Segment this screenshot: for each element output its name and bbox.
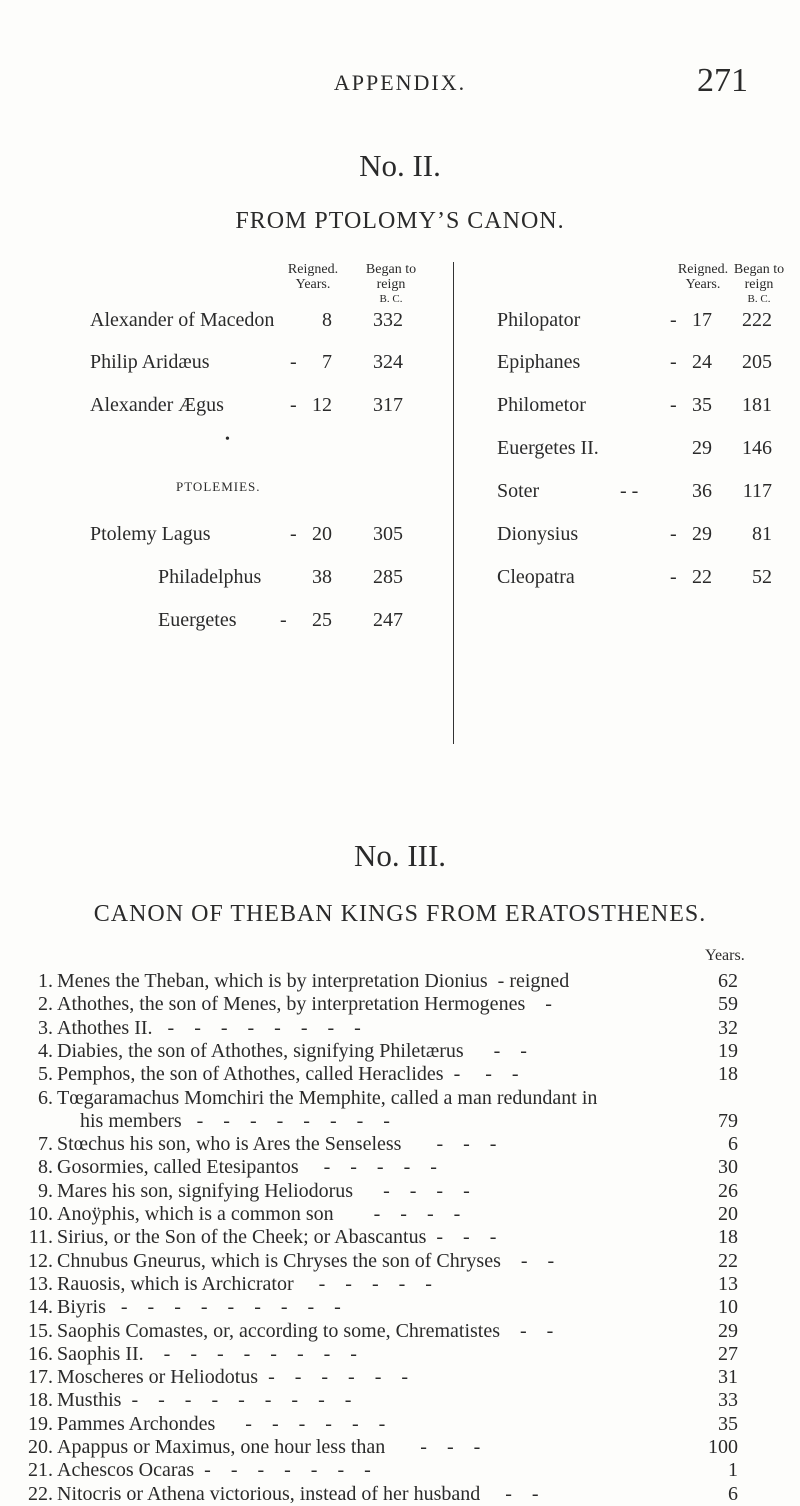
- ptolemies-label: PTOLEMIES.: [176, 479, 261, 494]
- dash: -: [670, 394, 677, 416]
- list-item-number: 20.: [28, 1436, 53, 1458]
- list-item-number: 4.: [38, 1039, 53, 1062]
- list-item-years: 18: [718, 1063, 738, 1086]
- list-item: Diabies, the son of Athothes, signifying Philetærus - -: [57, 1039, 527, 1062]
- table-row: Dionysius: [497, 523, 579, 545]
- list-item: Saophis II. - - - - - - - -: [57, 1342, 357, 1365]
- section-3-number: No. III.: [353, 838, 447, 873]
- began-cell: 146: [742, 437, 772, 459]
- list-item-years: 30: [718, 1156, 738, 1179]
- list-item: Stœchus his son, who is Ares the Senseless - - -: [57, 1133, 497, 1156]
- table-row: Philadelphus: [158, 566, 262, 588]
- list-item-number: 1.: [38, 970, 53, 992]
- list-item-number: 10.: [28, 1203, 53, 1225]
- list-item: Sirius, or the Son of the Cheek; or Abascantus - - -: [57, 1226, 497, 1249]
- bullet-mark: •: [225, 432, 230, 447]
- list-item-number: 18.: [28, 1389, 53, 1412]
- list-item: Anoÿphis, which is a common son - - - -: [57, 1203, 461, 1225]
- list-item-years: 13: [718, 1272, 738, 1295]
- years-cell: 25: [312, 609, 332, 631]
- left-header-reigned: Reigned. Years.: [287, 262, 339, 292]
- list-item-number: 14.: [28, 1296, 53, 1319]
- dash: -: [670, 309, 677, 331]
- years-cell: 20: [312, 523, 332, 545]
- page-number: 271: [697, 62, 748, 99]
- list-item-years: 100: [708, 1436, 738, 1458]
- table-row: Soter: [497, 480, 540, 502]
- years-cell: 7: [322, 351, 332, 373]
- table-row: Philopator: [497, 309, 581, 331]
- list-item: Biyris - - - - - - - - -: [57, 1296, 341, 1319]
- table-row: Euergetes II.: [497, 437, 599, 459]
- began-cell: 305: [373, 523, 403, 545]
- table-row: Philip Aridæus: [90, 351, 210, 373]
- list-item-number: 22.: [28, 1482, 53, 1505]
- began-cell: 222: [742, 309, 772, 331]
- began-cell: 181: [742, 394, 772, 416]
- years-cell: 24: [692, 351, 712, 373]
- began-cell: 324: [373, 351, 403, 373]
- years-cell: 29: [692, 523, 712, 545]
- list-item-years: 32: [718, 1016, 738, 1039]
- list-item-years: 20: [718, 1203, 738, 1225]
- table-row: Epiphanes: [497, 351, 581, 373]
- section-3-title: CANON OF THEBAN KINGS FROM ERATOSTHENES.: [93, 901, 707, 927]
- began-cell: 332: [373, 309, 403, 331]
- list-item-number: 12.: [28, 1249, 53, 1272]
- years-cell: 17: [692, 309, 712, 331]
- dash: -: [290, 523, 297, 545]
- list-item-number: 9.: [38, 1179, 53, 1202]
- list-item-number: 21.: [28, 1459, 53, 1482]
- list-item-years: 35: [718, 1412, 738, 1435]
- list-item-number: 6.: [38, 1086, 53, 1109]
- column-divider: [453, 262, 454, 744]
- list-item-number: 17.: [28, 1366, 53, 1389]
- list-item-years: 19: [718, 1039, 738, 1062]
- dash: -: [670, 523, 677, 545]
- dash: -: [290, 351, 297, 373]
- list-item-years: 29: [718, 1319, 738, 1342]
- list-item-number: 15.: [28, 1319, 53, 1342]
- list-item: Menes the Theban, which is by interpretation Dionius - reigned: [57, 970, 570, 992]
- list-item-years: 22: [718, 1249, 738, 1272]
- dash: -: [670, 566, 677, 588]
- began-cell: 81: [752, 523, 772, 545]
- table-row: Cleopatra: [497, 566, 575, 588]
- list-item-years: 18: [718, 1226, 738, 1249]
- list-item-years: 59: [718, 993, 738, 1016]
- list-item: Athothes II. - - - - - - - -: [57, 1016, 361, 1039]
- list-item: his members - - - - - - - -: [80, 1109, 390, 1132]
- table-row: Euergetes: [158, 609, 237, 631]
- years-cell: 22: [692, 566, 712, 588]
- list-item-number: 11.: [28, 1226, 53, 1249]
- list-item-number: 5.: [38, 1063, 53, 1086]
- left-header-began: Began to reign B. C.: [365, 262, 417, 305]
- section-2-number: No. II.: [359, 148, 441, 183]
- list-item: Achescos Ocaras - - - - - - -: [57, 1459, 371, 1482]
- began-cell: 247: [373, 609, 403, 631]
- list-item: Gosormies, called Etesipantos - - - - -: [57, 1156, 437, 1179]
- years-cell: 8: [322, 309, 332, 331]
- list-item-years: 1: [728, 1459, 738, 1482]
- list-item-years: 6: [728, 1482, 738, 1505]
- table-row: Philometor: [497, 394, 586, 416]
- list-item: Apappus or Maximus, one hour less than - - -: [57, 1436, 481, 1458]
- running-head: APPENDIX.: [333, 70, 467, 95]
- table-row: Alexander Ægus: [90, 394, 224, 416]
- list-item-years: 62: [718, 970, 738, 992]
- years-cell: 35: [692, 394, 712, 416]
- list-item-number: 7.: [38, 1133, 53, 1156]
- list-item-number: 3.: [38, 1016, 53, 1039]
- list-item: Mares his son, signifying Heliodorus - - - -: [57, 1179, 470, 1202]
- list-item: Musthis - - - - - - - - -: [57, 1389, 352, 1412]
- began-cell: 205: [742, 351, 772, 373]
- years-cell: 12: [312, 394, 332, 416]
- began-cell: 117: [742, 480, 772, 502]
- list-item-number: 19.: [28, 1412, 53, 1435]
- dash: -: [290, 394, 297, 416]
- list-item-years: 33: [718, 1389, 738, 1412]
- list-item: Tœgaramachus Momchiri the Memphite, called a man redundant in: [57, 1086, 598, 1109]
- dash: -: [280, 609, 287, 631]
- list-item: Saophis Comastes, or, according to some, Chrematistes - -: [57, 1319, 554, 1342]
- list-item: Athothes, the son of Menes, by interpretation Hermogenes -: [57, 993, 552, 1016]
- list-item-number: 16.: [28, 1342, 53, 1365]
- list-item: Rauosis, which is Archicrator - - - - -: [57, 1272, 432, 1295]
- dash: - -: [620, 480, 639, 502]
- right-header-reigned: Reigned. Years.: [677, 262, 729, 292]
- list-item: Chnubus Gneurus, which is Chryses the son of Chryses - -: [57, 1249, 555, 1272]
- list-item-years: 27: [718, 1342, 738, 1365]
- years-cell: 36: [692, 480, 712, 502]
- began-cell: 52: [752, 566, 772, 588]
- list-item-number: 13.: [28, 1272, 53, 1295]
- list-item-years: 31: [718, 1366, 738, 1389]
- list-item-number: 8.: [38, 1156, 53, 1179]
- dash: -: [670, 351, 677, 373]
- table-row: Alexander of Macedon: [90, 309, 275, 331]
- began-cell: 317: [373, 394, 403, 416]
- years-cell: 29: [692, 437, 712, 459]
- list-item: Nitocris or Athena victorious, instead of her husband - -: [57, 1482, 539, 1505]
- list-item-years: 10: [718, 1296, 738, 1319]
- list-item: Pammes Archondes - - - - - -: [57, 1412, 386, 1435]
- list-item: Pemphos, the son of Athothes, called Heraclides - - -: [57, 1063, 519, 1086]
- table-row: Ptolemy Lagus: [90, 523, 211, 545]
- years-cell: 38: [312, 566, 332, 588]
- list-item-number: 2.: [38, 993, 53, 1016]
- list-item-years: 26: [718, 1179, 738, 1202]
- list-item-years: 79: [718, 1109, 738, 1132]
- years-header: Years.: [705, 947, 745, 964]
- list-item-years: 6: [728, 1133, 738, 1156]
- list-item: Moscheres or Heliodotus - - - - - -: [57, 1366, 409, 1389]
- section-2-title: FROM PTOLOMY’S CANON.: [235, 208, 565, 234]
- right-header-began: Began to reign B. C.: [733, 262, 785, 305]
- began-cell: 285: [373, 566, 403, 588]
